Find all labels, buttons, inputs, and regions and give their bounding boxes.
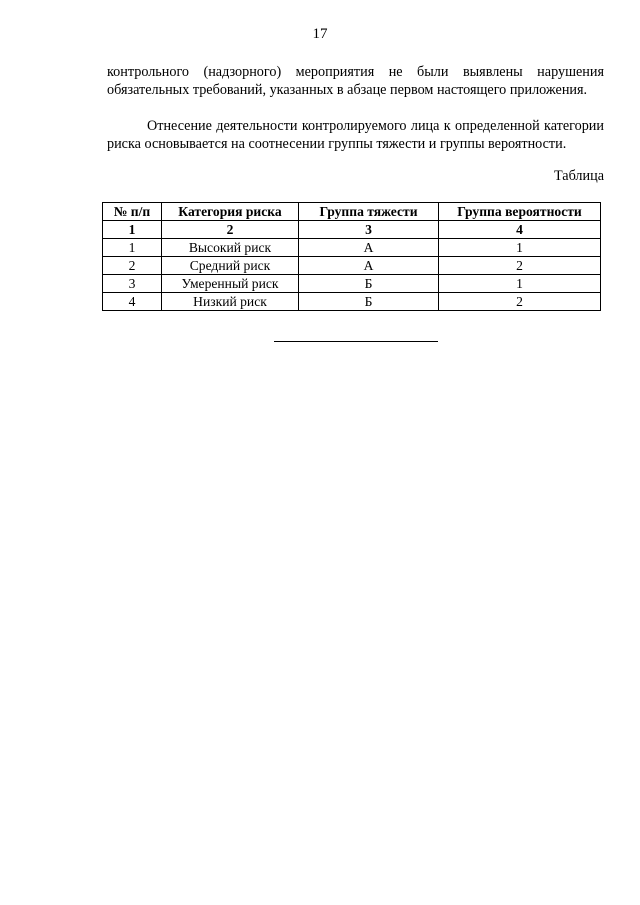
probability-group: 1: [439, 239, 601, 257]
row-number: 1: [103, 239, 162, 257]
severity-group: Б: [299, 293, 439, 311]
table-row: [103, 257, 601, 275]
header-severity-group: Группа тяжести: [299, 203, 439, 221]
table-column-numbers-row: [103, 221, 601, 239]
severity-group: А: [299, 239, 439, 257]
risk-category: Средний риск: [162, 257, 299, 275]
table-row: [103, 239, 601, 257]
row-number: 4: [103, 293, 162, 311]
column-number: 3: [299, 221, 439, 239]
paragraph-continuation: контрольного (надзорного) мероприятия не были выявлены нарушения обязательных требований, указанных в абзаце первом настоящего приложения.: [107, 64, 604, 98]
column-number: 2: [162, 221, 299, 239]
risk-category: Умеренный риск: [162, 275, 299, 293]
probability-group: 2: [439, 257, 601, 275]
table-header-row: [103, 203, 601, 221]
column-number: 1: [103, 221, 162, 239]
row-number: 2: [103, 257, 162, 275]
table-row: [103, 293, 601, 311]
end-separator-line: [274, 341, 438, 342]
page-number: 17: [312, 26, 328, 42]
header-risk-category: Категория риска: [162, 203, 299, 221]
risk-category: Низкий риск: [162, 293, 299, 311]
row-number: 3: [103, 275, 162, 293]
column-number: 4: [439, 221, 601, 239]
paragraph-risk-category: Отнесение деятельности контролируемого лица к определенной категории риска основывается на соотнесении группы тяжести и группы вероятности.: [107, 118, 604, 152]
severity-group: Б: [299, 275, 439, 293]
table-row: [103, 275, 601, 293]
risk-category-table: [102, 202, 601, 311]
probability-group: 2: [439, 293, 601, 311]
severity-group: А: [299, 257, 439, 275]
table-caption: Таблица: [553, 168, 604, 184]
header-probability-group: Группа вероятности: [439, 203, 601, 221]
probability-group: 1: [439, 275, 601, 293]
risk-category: Высокий риск: [162, 239, 299, 257]
header-number: № п/п: [103, 203, 162, 221]
